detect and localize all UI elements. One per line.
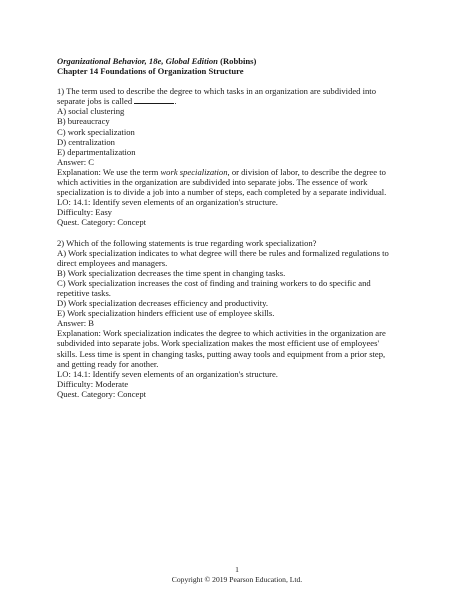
option-c-continued: repetitive tasks. <box>57 287 111 298</box>
option-a-continued: direct employees and managers. <box>57 257 168 268</box>
question-category: Quest. Category: Concept <box>57 388 147 399</box>
question-stem-line: separate jobs is called . <box>57 96 177 107</box>
book-author: (Robbins) <box>220 56 257 66</box>
learning-objective: LO: 14.1: Identify seven elements of an organization's structure. <box>57 368 278 379</box>
option-d: D) centralization <box>57 136 115 147</box>
learning-objective: LO: 14.1: Identify seven elements of an organization's structure. <box>57 197 278 208</box>
option-a: A) Work specialization indicates to what degree will there be rules and formalized regulations to <box>57 247 389 258</box>
answer: Answer: C <box>57 156 94 167</box>
book-title-line <box>57 56 419 66</box>
document-page <box>57 56 419 399</box>
question-1 <box>57 86 419 227</box>
option-c: C) Work specialization increases the cost of finding and training workers to do specific and <box>57 277 371 288</box>
explanation-line: skills. Less time is spent in changing tasks, putting away tools and equipment from a prior step, <box>57 348 386 359</box>
option-b: B) Work specialization decreases the time spent in changing tasks. <box>57 267 286 278</box>
explanation-line: Explanation: We use the term work specialization, or division of labor, to describe the degree to <box>57 166 386 177</box>
option-c: C) work specialization <box>57 126 135 137</box>
explanation-line: and getting ready for another. <box>57 358 159 369</box>
page-number: 1 <box>235 565 239 574</box>
question-stem-line: 1) The term used to describe the degree to which tasks in an organization are subdivided into <box>57 86 376 97</box>
option-a: A) social clustering <box>57 106 125 117</box>
explanation-line: subdivided into separate jobs. Work specialization makes the most efficient use of employees' <box>57 338 380 349</box>
chapter-title: Chapter 14 Foundations of Organization Structure <box>57 66 244 77</box>
explanation-line: Explanation: Work specialization indicates the degree to which activities in the organization are <box>57 328 386 339</box>
option-e: E) Work specialization hinders efficient use of employee skills. <box>57 308 275 319</box>
question-2 <box>57 238 419 400</box>
explanation-line: specialization is to divide a job into a number of steps, each completed by a separate individual. <box>57 187 387 198</box>
option-d: D) Work specialization decreases efficiency and productivity. <box>57 298 269 309</box>
difficulty: Difficulty: Moderate <box>57 378 129 389</box>
answer: Answer: B <box>57 318 94 329</box>
answer-blank <box>134 96 174 104</box>
difficulty: Difficulty: Easy <box>57 207 112 218</box>
copyright-notice: Copyright © 2019 Pearson Education, Ltd. <box>171 575 303 584</box>
option-e: E) departmentalization <box>57 146 136 157</box>
option-b: B) bureaucracy <box>57 116 110 127</box>
question-category: Quest. Category: Concept <box>57 217 147 228</box>
question-stem-line: 2) Which of the following statements is true regarding work specialization? <box>57 237 317 248</box>
explanation-line: which activities in the organization are subdivided into separate jobs. The essence of work <box>57 177 368 188</box>
book-title: Organizational Behavior, 18e, Global Edition <box>57 56 218 66</box>
